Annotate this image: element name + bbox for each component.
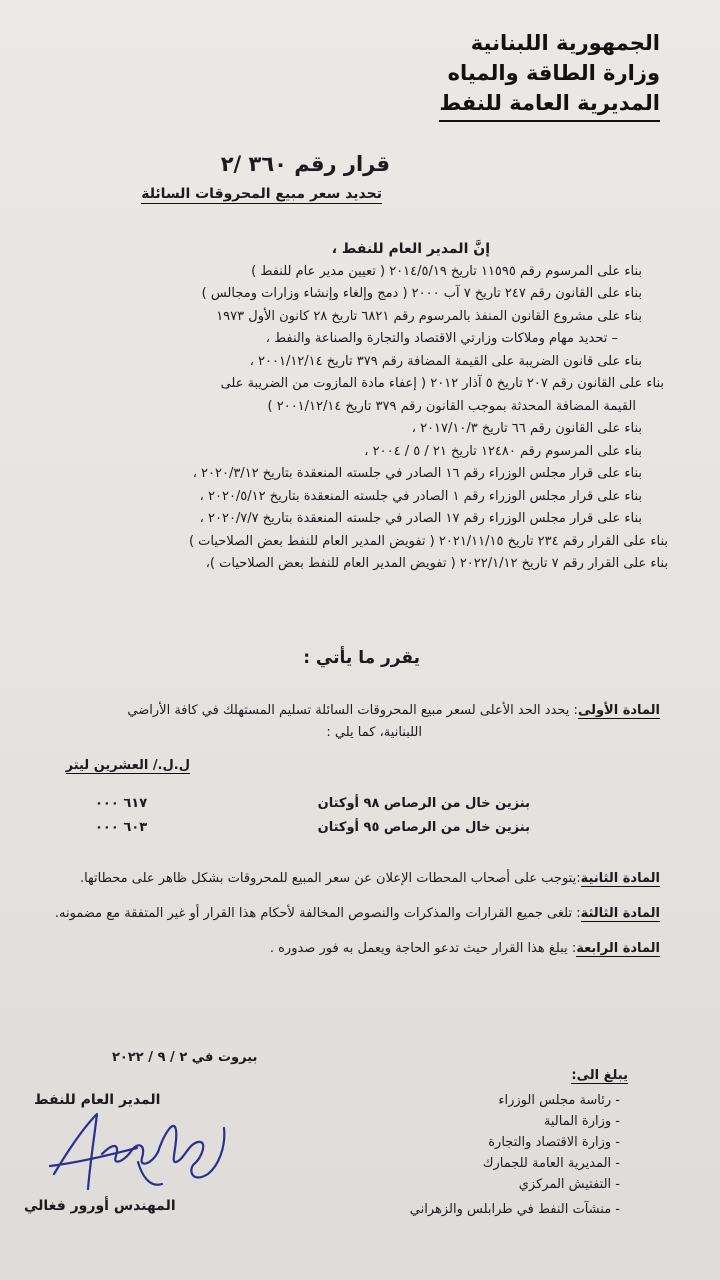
place-date: بيروت في ٢ / ٩ / ٢٠٢٢ [112, 1050, 258, 1065]
preamble-line: بناء على قرار مجلس الوزراء رقم ١٦ الصادر في جلسته المنعقدة بتاريخ ٢٠٢٠/٣/١٢ ، [192, 466, 642, 481]
article-2 [80, 868, 660, 890]
fuel-name: بنزين خال من الرصاص ٩٥ أوكتان [317, 820, 530, 835]
article-1-text: : يحدد الحد الأعلى لسعر مبيع المحروقات السائلة تسليم المستهلك في كافة الأراضي [127, 703, 578, 718]
decision-subject: تحديد سعر مبيع المحروقات السائلة [141, 186, 382, 202]
signatory-title: المدير العام للنفط [34, 1092, 161, 1108]
preamble-line: بناء على القرار رقم ٧ تاريخ ٢٠٢٢/١/١٢ ( تفويض المدير العام للنفط بعض الصلاحيات )، [205, 556, 668, 571]
article-2-label: المادة الثانية [580, 871, 660, 886]
letterhead-ministry: وزارة الطاقة والمياه [447, 61, 660, 85]
preamble-line: بناء على قانون الضريبة على القيمة المضافة رقم ٣٧٩ تاريخ ٢٠٠١/١٢/١٤ ، [249, 353, 642, 369]
preamble-line: بناء على القرار رقم ٢٣٤ تاريخ ٢٠٢١/١١/١٥ ( تفويض المدير العام للنفط بعض الصلاحيات ) [188, 533, 668, 549]
preamble-line: بناء على القانون رقم ٢٤٧ تاريخ ٧ آب ٢٠٠٠ ( دمج وإلغاء وإنشاء وزارات ومجالس ) [201, 286, 642, 301]
article-4-label: المادة الرابعة [576, 941, 660, 956]
notify-item: - المديرية العامة للجمارك [410, 1153, 620, 1174]
notify-item: - رئاسة مجلس الوزراء [410, 1090, 620, 1111]
preamble-line: – تحديد مهام وملاكات وزارتي الاقتصاد والتجارة والصناعة والنفط ، [265, 331, 618, 346]
article-3 [55, 903, 660, 925]
fuel-price: ٦١٧ ٠٠٠ [95, 796, 148, 811]
notify-item: - منشآت النفط في طرابلس والزهراني [410, 1199, 620, 1220]
preamble-line: بناء على قرار مجلس الوزراء رقم ١٧ الصادر في جلسته المنعقدة بتاريخ ٢٠٢٠/٧/٧ ، [199, 511, 642, 526]
preamble-line: بناء على قرار مجلس الوزراء رقم ١ الصادر في جلسته المنعقدة بتاريخ ٢٠٢٠/٥/١٢ ، [199, 488, 642, 504]
preamble-line: بناء على المرسوم رقم ١٢٤٨٠ تاريخ ٢١ / ٥ / ٢٠٠٤ ، [364, 443, 642, 459]
preamble-line: بناء على القانون رقم ٢٠٧ تاريخ ٥ آذار ٢٠١٢ ( إعفاء مادة المازوت من الضريبة على [220, 376, 664, 391]
notify-item: - وزارة الاقتصاد والتجارة [410, 1132, 620, 1153]
price-unit: ل.ل./ العشرين ليتر [65, 758, 190, 773]
handwritten-signature [42, 1104, 232, 1200]
preamble-line: القيمة المضافة المحدثة بموجب القانون رقم ٣٧٩ تاريخ ٢٠٠١/١٢/١٤ ) [267, 398, 636, 414]
fuel-prices [95, 792, 147, 840]
signatory-name: المهندس أورور فغالي [24, 1198, 176, 1214]
article-1-text-cont: اللبنانية، كما يلي : [326, 725, 422, 740]
preamble-line: بناء على المرسوم رقم ١١٥٩٥ تاريخ ٢٠١٤/٥/١٩ ( تعيين مدير عام للنفط ) [251, 263, 642, 279]
preamble-line: بناء على مشروع القانون المنفذ بالمرسوم رقم ٦٨٢١ تاريخ ٢٨ كانون الأول ١٩٧٣ [216, 308, 642, 324]
preamble [188, 238, 668, 576]
letterhead-country: الجمهورية اللبنانية [470, 31, 660, 55]
notify-item: - وزارة المالية [410, 1111, 620, 1132]
notify-item: - التفتيش المركزي [410, 1174, 620, 1195]
letterhead [439, 28, 660, 122]
fuel-price: ٦٠٣ ٠٠٠ [95, 820, 148, 835]
article-3-label: المادة الثالثة [580, 906, 660, 921]
letterhead-directorate: المديرية العامة للنفط [439, 88, 660, 122]
decision-number: قرار رقم ٣٦٠ /٢ [220, 152, 390, 176]
article-3-text: : تلغى جميع القرارات والمذكرات والنصوص المخالفة لأحكام هذا القرار أو غير المتفقة مع مضمونه. [54, 906, 581, 921]
article-2-text: :يتوجب على أصحاب المحطات الإعلان عن سعر المبيع للمحروقات بشكل ظاهر على محطاتها. [79, 871, 581, 886]
preamble-line: بناء على القانون رقم ٦٦ تاريخ ٢٠١٧/١٠/٣ ، [411, 421, 642, 436]
resolves-heading: يقرر ما يأتي : [303, 648, 420, 668]
article-4-text: : يبلغ هذا القرار حيث تدعو الحاجة ويعمل به فور صدوره . [269, 941, 577, 956]
fuel-name: بنزين خال من الرصاص ٩٨ أوكتان [317, 796, 530, 811]
fuel-names [318, 792, 530, 840]
preamble-opening: إنَّ المدير العام للنفط ، [331, 241, 490, 257]
article-1 [127, 700, 660, 744]
article-4 [270, 938, 660, 960]
notify-list [410, 1090, 620, 1220]
article-1-label: المادة الأولى [577, 703, 660, 718]
notify-heading: يبلغ الى: [571, 1068, 628, 1083]
